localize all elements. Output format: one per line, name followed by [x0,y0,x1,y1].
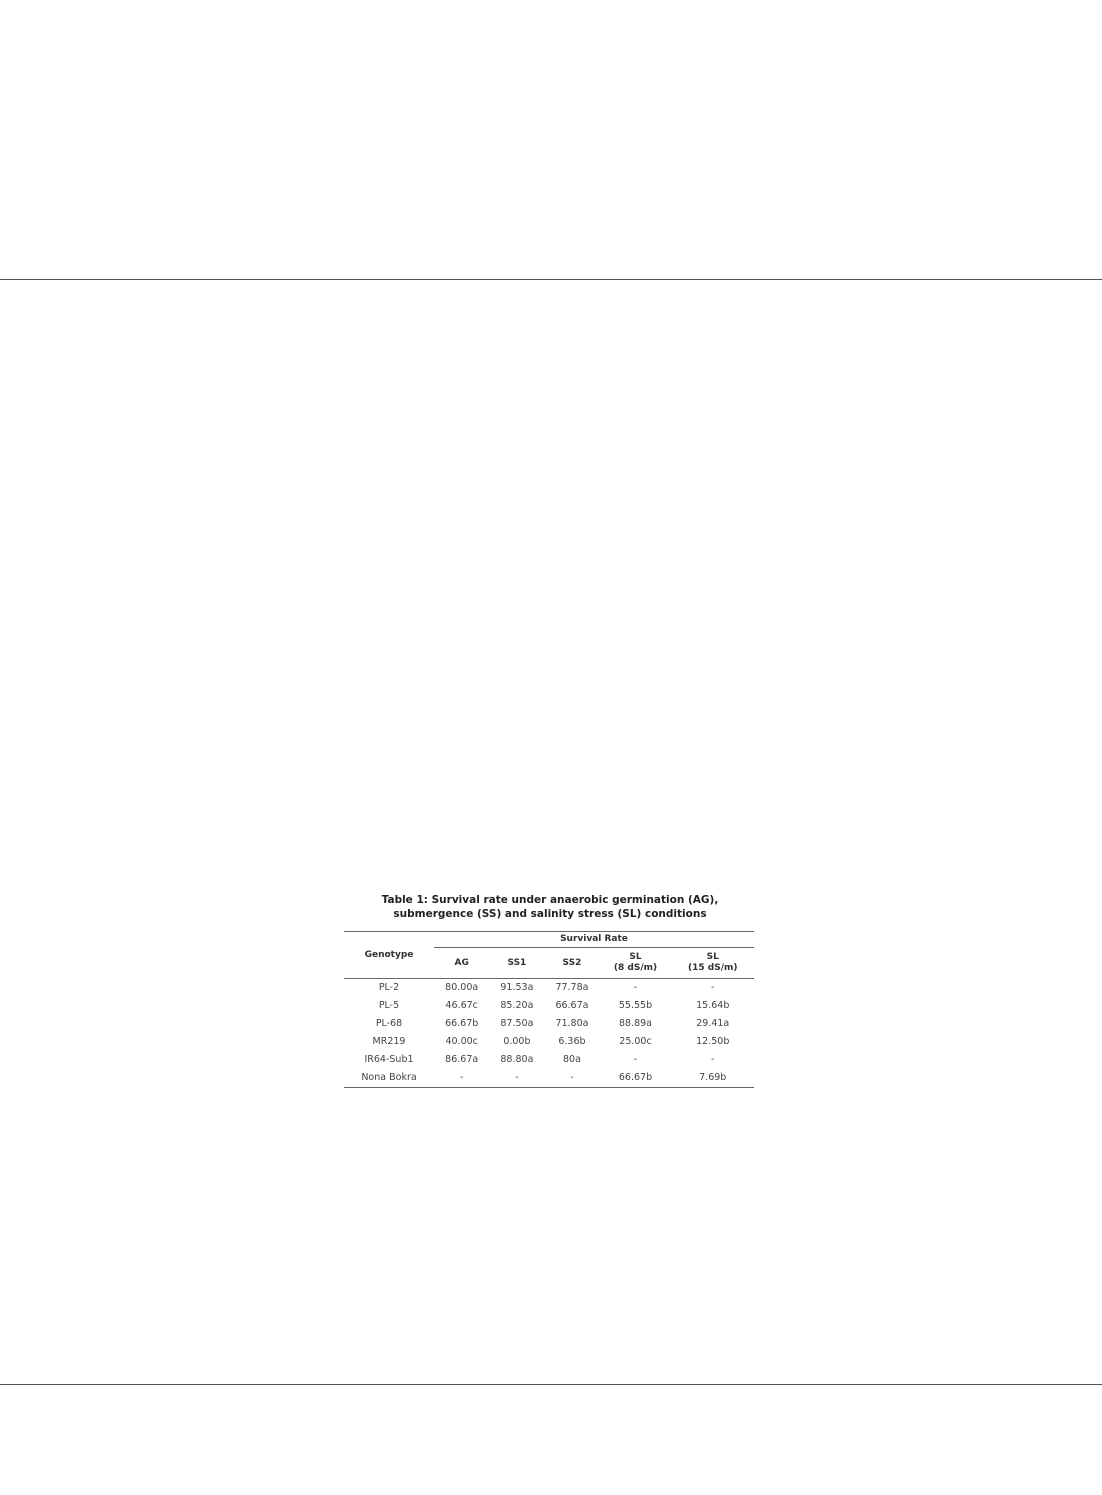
table-row [344,1069,754,1088]
value-cell: 0.00b [503,1036,531,1047]
top-horizontal-rule [0,279,1102,280]
genotype-cell: PL-2 [344,979,434,998]
bottom-horizontal-rule [0,1384,1102,1385]
value-cell: 12.50b [696,1036,730,1047]
value-cell: 80a [563,1054,581,1065]
value-cell: 40.00c [445,1036,478,1047]
value-cell: 77.78a [544,979,599,998]
value-cell: 66.67b [445,1018,479,1029]
value-cell: 66.67b [599,1069,671,1088]
value-cell: - [489,1069,544,1088]
column-header-ag: AG [434,948,489,979]
table-row [344,979,754,998]
value-cell: - [434,1069,489,1088]
value-cell: 88.89a [618,1018,653,1029]
genotype-cell: Nona Bokra [344,1069,434,1088]
value-cell: - [672,979,754,998]
table-row [344,997,754,1015]
value-cell: 29.41a [696,1018,730,1029]
column-header-ss2: SS2 [544,948,599,979]
value-cell: 25.00c [619,1036,652,1047]
value-cell: 86.67a [445,1054,479,1065]
value-cell: - [544,1069,599,1088]
value-cell: - [711,1054,715,1065]
value-cell: 91.53a [489,979,544,998]
genotype-cell: PL-68 [375,1018,403,1029]
value-cell: 88.80a [500,1054,534,1065]
column-header-sl-8: SL (8 dS/m) [599,948,671,979]
table-caption [344,893,756,921]
table-caption-line-2: submergence (SS) and salinity stress (SL) conditions [393,908,707,920]
table-1-block [344,893,756,1088]
genotype-column-header: Genotype [344,932,434,979]
genotype-cell: PL-5 [378,1000,400,1011]
column-header-ss1: SS1 [489,948,544,979]
value-cell: 87.50a [500,1018,534,1029]
table-row [344,1051,754,1069]
survival-rate-group-header: Survival Rate [434,932,754,948]
value-cell: 46.67c [445,1000,478,1011]
value-cell: 80.00a [434,979,489,998]
value-cell: - [633,1054,638,1065]
genotype-cell: MR219 [372,1036,406,1047]
genotype-cell: IR64-Sub1 [364,1054,414,1065]
value-cell: 55.55b [618,1000,653,1011]
value-cell: 71.80a [555,1018,589,1029]
value-cell: 66.67a [555,1000,589,1011]
value-cell: 15.64b [696,1000,730,1011]
table-row [344,1033,754,1051]
survival-rate-table [344,931,754,1088]
value-cell: - [599,979,671,998]
table-row [344,1015,754,1033]
value-cell: 7.69b [672,1069,754,1088]
table-caption-line-1: Table 1: Survival rate under anaerobic germination (AG), [381,894,719,906]
value-cell: 6.36b [558,1036,586,1047]
column-header-sl-15: SL (15 dS/m) [672,948,754,979]
value-cell: 85.20a [500,1000,534,1011]
